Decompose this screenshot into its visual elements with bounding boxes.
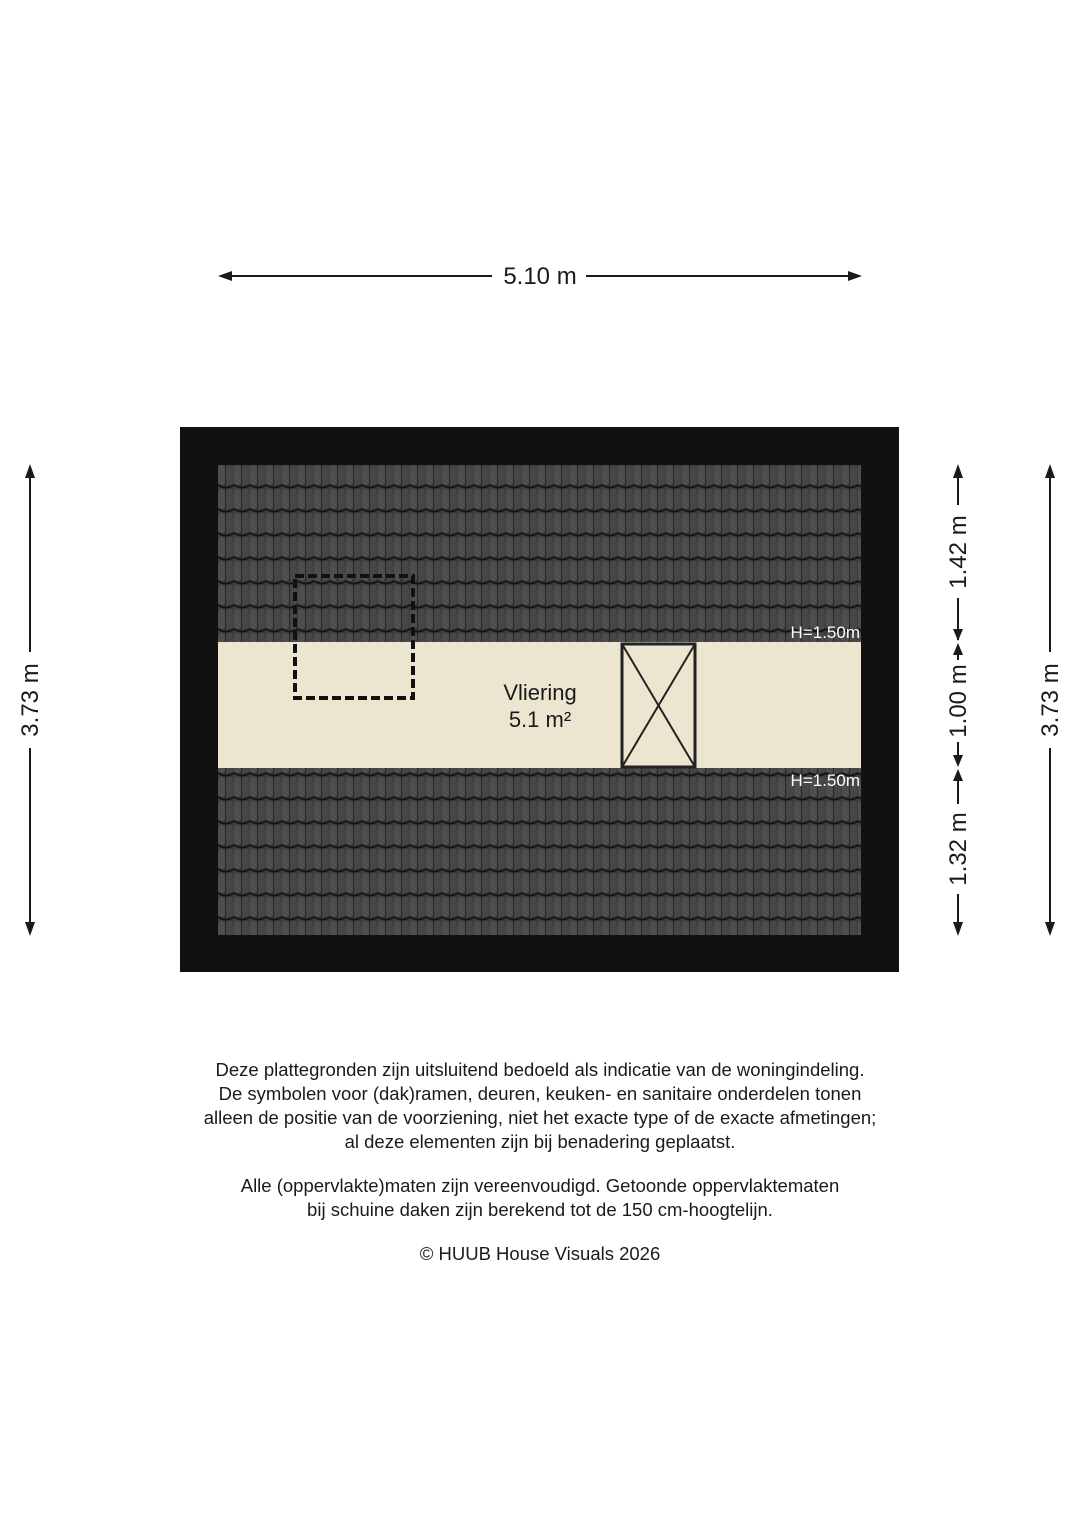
disclaimer-line: bij schuine daken zijn berekend tot de 150 cm-hoogtelijn.: [307, 1199, 773, 1220]
disclaimer-line: al deze elementen zijn bij benadering geplaatst.: [344, 1131, 736, 1152]
dimension-width: [218, 263, 862, 290]
dimension-width-label: 5.10 m: [503, 263, 577, 290]
roof-slope-bottom: [218, 768, 861, 935]
room-name: Vliering: [503, 680, 577, 705]
room-area: 5.1 m²: [508, 707, 572, 732]
disclaimer-line: Deze plattegronden zijn uitsluitend bedoeld als indicatie van de woningindeling.: [215, 1059, 865, 1080]
roof-slope-top: [218, 465, 861, 642]
dimension-height-left: [17, 464, 44, 936]
disclaimer-line: alleen de positie van de voorziening, niet het exacte type of de exacte afmetingen;: [203, 1107, 877, 1128]
room-floor: [218, 642, 861, 768]
dimension-height-right: [1037, 464, 1064, 936]
height-marker-top: H=1.50m: [790, 623, 860, 642]
disclaimer: [140, 1058, 940, 1286]
dimension-height-left-label: 3.73 m: [17, 663, 44, 737]
disclaimer-paragraph-1: [140, 1058, 940, 1154]
copyright: [140, 1242, 940, 1266]
disclaimer-line: De symbolen voor (dak)ramen, deuren, keuken- en sanitaire onderdelen tonen: [218, 1083, 862, 1104]
dimension-segment-bottom-label: 1.32 m: [945, 812, 972, 886]
dimension-segment-top-label: 1.42 m: [945, 515, 972, 589]
dimension-height-right-label: 3.73 m: [1037, 663, 1064, 737]
dimension-segment-middle-label: 1.00 m: [945, 664, 972, 738]
dimension-segments: [945, 464, 972, 936]
copyright-text: © HUUB House Visuals 2026: [419, 1243, 661, 1264]
disclaimer-line: Alle (oppervlakte)maten zijn vereenvoudigd. Getoonde oppervlaktematen: [240, 1175, 840, 1196]
height-marker-bottom: H=1.50m: [790, 771, 860, 790]
disclaimer-paragraph-2: [140, 1174, 940, 1222]
